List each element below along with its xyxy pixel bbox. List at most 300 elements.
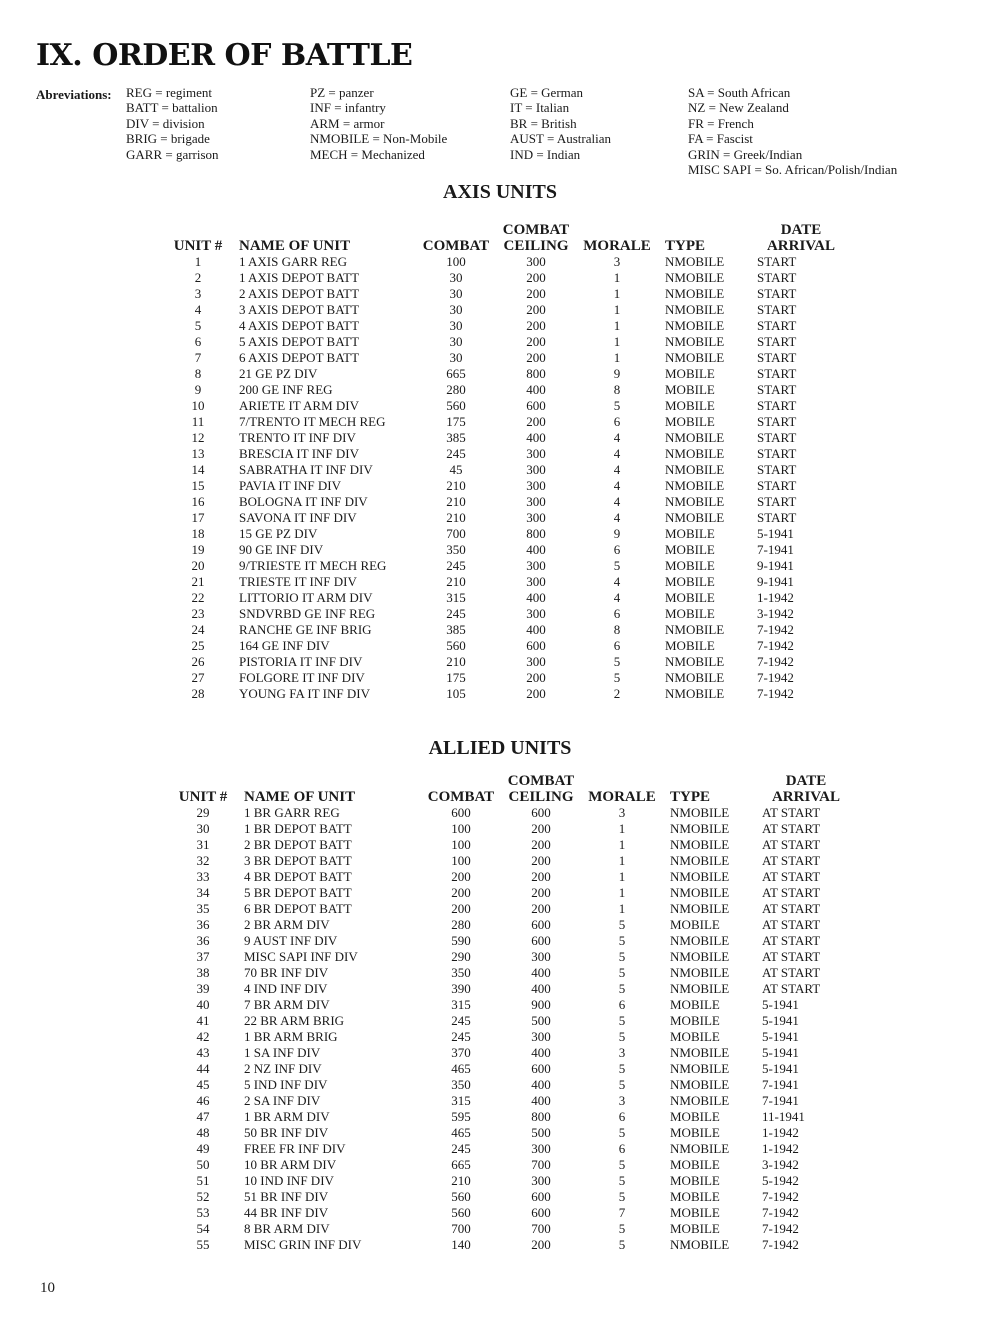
type-cell: NMOBILE — [665, 686, 725, 701]
unit-number-cell: 54 — [196, 1221, 210, 1236]
combat-ceiling-cell: 600 — [531, 805, 551, 820]
abbreviations-column — [688, 85, 897, 177]
abbreviation-entry: FA = Fascist — [688, 131, 753, 147]
type-cell: MOBILE — [665, 526, 715, 541]
unit-number-cell: 10 — [191, 398, 205, 413]
morale-cell: 5 — [618, 1221, 626, 1236]
unit-number-cell: 16 — [191, 494, 205, 509]
type-cell: NMOBILE — [665, 462, 725, 477]
combat-cell: 595 — [451, 1109, 471, 1124]
combat-ceiling-cell: 200 — [531, 885, 551, 900]
type-cell: NMOBILE — [670, 1045, 730, 1060]
type-cell: NMOBILE — [670, 965, 730, 980]
combat-ceiling-cell: 300 — [526, 574, 546, 589]
header-combat: COMBAT — [427, 789, 495, 805]
date-arrival-cell: 9-1941 — [757, 558, 794, 573]
date-arrival-cell: 7-1941 — [762, 1093, 799, 1108]
unit-name-cell: 3 BR DEPOT BATT — [244, 853, 352, 868]
date-arrival-cell: 7-1942 — [762, 1221, 799, 1236]
type-cell: NMOBILE — [670, 901, 730, 916]
date-arrival-cell: START — [757, 398, 797, 413]
unit-number-cell: 37 — [196, 949, 210, 964]
combat-cell: 385 — [446, 430, 466, 445]
unit-number-cell: 23 — [191, 606, 205, 621]
table-row — [168, 885, 850, 901]
date-arrival-cell: 7-1942 — [762, 1237, 799, 1252]
unit-name-cell: SABRATHA IT INF DIV — [239, 462, 373, 477]
unit-name-cell: MISC SAPI INF DIV — [244, 949, 358, 964]
abbreviation-entry: NMOBILE = Non-Mobile — [310, 131, 448, 147]
allied-units-title: ALLIED UNITS — [428, 737, 572, 759]
header-combat-ceiling: COMBAT CEILING — [502, 222, 570, 254]
table-row — [168, 949, 850, 965]
morale-cell: 5 — [613, 558, 621, 573]
combat-ceiling-cell: 200 — [526, 334, 546, 349]
morale-cell: 5 — [618, 1125, 626, 1140]
morale-cell: 6 — [618, 997, 626, 1012]
combat-cell: 350 — [451, 965, 471, 980]
morale-cell: 6 — [613, 414, 621, 429]
date-arrival-cell: START — [757, 318, 797, 333]
date-arrival-cell: 5-1941 — [762, 997, 799, 1012]
combat-cell: 45 — [449, 462, 463, 477]
combat-cell: 290 — [451, 949, 471, 964]
type-cell: NMOBILE — [665, 270, 725, 285]
unit-number-cell: 11 — [191, 414, 205, 429]
combat-cell: 100 — [451, 821, 471, 836]
unit-number-cell: 6 — [194, 334, 202, 349]
table-row — [163, 606, 845, 622]
combat-ceiling-cell: 400 — [526, 622, 546, 637]
unit-number-cell: 55 — [196, 1237, 210, 1252]
morale-cell: 4 — [613, 478, 621, 493]
date-arrival-cell: 7-1942 — [757, 638, 794, 653]
type-cell: NMOBILE — [670, 981, 730, 996]
table-row — [168, 1141, 850, 1157]
combat-ceiling-cell: 200 — [531, 869, 551, 884]
combat-cell: 175 — [446, 414, 466, 429]
table-header-row — [163, 222, 845, 254]
type-cell: NMOBILE — [665, 430, 725, 445]
combat-cell: 245 — [446, 446, 466, 461]
unit-number-cell: 26 — [191, 654, 205, 669]
combat-cell: 245 — [451, 1013, 471, 1028]
date-arrival-cell: AT START — [762, 981, 821, 996]
unit-number-cell: 36 — [196, 917, 210, 932]
morale-cell: 1 — [613, 302, 621, 317]
table-row — [163, 254, 845, 270]
unit-number-cell: 47 — [196, 1109, 210, 1124]
unit-name-cell: 200 GE INF REG — [239, 382, 333, 397]
axis-units-body — [163, 254, 845, 702]
morale-cell: 2 — [613, 686, 621, 701]
combat-ceiling-cell: 300 — [526, 654, 546, 669]
date-arrival-cell: 7-1942 — [757, 654, 794, 669]
date-arrival-cell: 5-1942 — [762, 1173, 799, 1188]
combat-cell: 210 — [451, 1173, 471, 1188]
morale-cell: 5 — [618, 917, 626, 932]
table-row — [163, 494, 845, 510]
date-arrival-cell: 7-1941 — [762, 1077, 799, 1092]
unit-name-cell: 9 AUST INF DIV — [244, 933, 338, 948]
date-arrival-cell: 5-1941 — [762, 1045, 799, 1060]
combat-ceiling-cell: 400 — [531, 1077, 551, 1092]
date-arrival-cell: START — [757, 334, 797, 349]
combat-ceiling-cell: 300 — [526, 494, 546, 509]
date-arrival-cell: AT START — [762, 917, 821, 932]
abbreviation-entry: BRIG = brigade — [126, 131, 210, 147]
unit-name-cell: PISTORIA IT INF DIV — [239, 654, 363, 669]
table-header-row — [168, 773, 850, 805]
morale-cell: 1 — [613, 286, 621, 301]
combat-cell: 665 — [446, 366, 466, 381]
type-cell: MOBILE — [670, 1221, 720, 1236]
table-row — [168, 1061, 850, 1077]
date-arrival-cell: 7-1942 — [762, 1205, 799, 1220]
header-combat-ceiling: COMBAT CEILING — [507, 773, 575, 805]
table-row — [163, 638, 845, 654]
table-row — [163, 302, 845, 318]
unit-number-cell: 35 — [196, 901, 210, 916]
combat-cell: 315 — [451, 1093, 471, 1108]
unit-name-cell: 51 BR INF DIV — [244, 1189, 329, 1204]
combat-cell: 105 — [446, 686, 466, 701]
combat-ceiling-cell: 300 — [531, 1141, 551, 1156]
unit-name-cell: LITTORIO IT ARM DIV — [239, 590, 373, 605]
type-cell: NMOBILE — [665, 254, 725, 269]
unit-name-cell: BRESCIA IT INF DIV — [239, 446, 360, 461]
combat-cell: 280 — [451, 917, 471, 932]
date-arrival-cell: 5-1941 — [762, 1013, 799, 1028]
table-row — [168, 1029, 850, 1045]
type-cell: MOBILE — [665, 398, 715, 413]
abbreviation-entry: FR = French — [688, 115, 754, 131]
date-arrival-cell: 5-1941 — [757, 526, 794, 541]
combat-ceiling-cell: 700 — [531, 1157, 551, 1172]
axis-units-table — [163, 222, 845, 702]
type-cell: NMOBILE — [665, 494, 725, 509]
table-row — [163, 654, 845, 670]
table-row — [168, 997, 850, 1013]
abbreviation-entry: DIV = division — [126, 115, 205, 131]
unit-name-cell: 90 GE INF DIV — [239, 542, 324, 557]
unit-name-cell: 1 BR GARR REG — [244, 805, 340, 820]
type-cell: MOBILE — [670, 1013, 720, 1028]
table-row — [168, 1157, 850, 1173]
abbreviation-entry: SA = South African — [688, 85, 791, 100]
combat-cell: 560 — [451, 1189, 471, 1204]
unit-name-cell: 2 BR ARM DIV — [244, 917, 330, 932]
header-type: TYPE — [665, 238, 706, 254]
type-cell: MOBILE — [665, 382, 715, 397]
date-arrival-cell: START — [757, 350, 797, 365]
unit-number-cell: 13 — [191, 446, 205, 461]
unit-name-cell: 6 BR DEPOT BATT — [244, 901, 352, 916]
unit-number-cell: 24 — [191, 622, 205, 637]
table-row — [168, 1221, 850, 1237]
type-cell: NMOBILE — [670, 805, 730, 820]
combat-cell: 370 — [451, 1045, 471, 1060]
unit-number-cell: 49 — [196, 1141, 210, 1156]
unit-name-cell: 10 BR ARM DIV — [244, 1157, 337, 1172]
combat-cell: 245 — [446, 558, 466, 573]
type-cell: NMOBILE — [670, 853, 730, 868]
abbreviation-entry: AUST = Australian — [510, 131, 611, 147]
combat-cell: 100 — [446, 254, 466, 269]
combat-cell: 140 — [451, 1237, 471, 1252]
combat-cell: 100 — [451, 853, 471, 868]
date-arrival-cell: 7-1942 — [757, 686, 794, 701]
table-row — [168, 933, 850, 949]
type-cell: MOBILE — [665, 414, 715, 429]
header-morale: MORALE — [588, 789, 656, 805]
morale-cell: 3 — [618, 1093, 626, 1108]
combat-ceiling-cell: 400 — [526, 590, 546, 605]
type-cell: NMOBILE — [665, 302, 725, 317]
table-row — [163, 670, 845, 686]
combat-cell: 600 — [451, 805, 471, 820]
unit-number-cell: 17 — [191, 510, 205, 525]
table-row — [168, 869, 850, 885]
unit-name-cell: 1 BR ARM BRIG — [244, 1029, 338, 1044]
date-arrival-cell: 7-1941 — [757, 542, 794, 557]
morale-cell: 5 — [618, 965, 626, 980]
type-cell: NMOBILE — [670, 837, 730, 852]
combat-ceiling-cell: 400 — [531, 1093, 551, 1108]
table-row — [163, 398, 845, 414]
table-row — [168, 917, 850, 933]
combat-ceiling-cell: 300 — [531, 1029, 551, 1044]
unit-number-cell: 18 — [191, 526, 205, 541]
abbreviations-column — [310, 85, 447, 162]
date-arrival-cell: AT START — [762, 949, 821, 964]
table-row — [168, 821, 850, 837]
type-cell: MOBILE — [665, 366, 715, 381]
morale-cell: 5 — [618, 1189, 626, 1204]
type-cell: NMOBILE — [670, 1237, 730, 1252]
type-cell: MOBILE — [670, 997, 720, 1012]
table-row — [168, 901, 850, 917]
combat-ceiling-cell: 800 — [526, 526, 546, 541]
combat-ceiling-cell: 400 — [531, 1045, 551, 1060]
unit-name-cell: 15 GE PZ DIV — [239, 526, 318, 541]
type-cell: MOBILE — [665, 542, 715, 557]
date-arrival-cell: START — [757, 478, 797, 493]
date-arrival-cell: START — [757, 302, 797, 317]
header-name: NAME OF UNIT — [239, 238, 351, 254]
unit-number-cell: 43 — [196, 1045, 210, 1060]
abbreviation-entry: INF = infantry — [310, 100, 386, 116]
table-row — [168, 1045, 850, 1061]
table-row — [163, 478, 845, 494]
morale-cell: 1 — [618, 837, 626, 852]
table-row — [163, 574, 845, 590]
unit-name-cell: 2 AXIS DEPOT BATT — [239, 286, 360, 301]
type-cell: NMOBILE — [670, 869, 730, 884]
unit-number-cell: 30 — [196, 821, 210, 836]
unit-name-cell: 44 BR INF DIV — [244, 1205, 329, 1220]
unit-number-cell: 48 — [196, 1125, 210, 1140]
date-arrival-cell: START — [757, 446, 797, 461]
type-cell: NMOBILE — [670, 933, 730, 948]
morale-cell: 5 — [618, 1061, 626, 1076]
header-unit: UNIT # — [173, 238, 223, 254]
type-cell: NMOBILE — [665, 670, 725, 685]
unit-name-cell: 164 GE INF DIV — [239, 638, 330, 653]
date-arrival-cell: AT START — [762, 837, 821, 852]
table-row — [168, 1109, 850, 1125]
morale-cell: 1 — [613, 350, 621, 365]
combat-ceiling-cell: 900 — [531, 997, 551, 1012]
type-cell: MOBILE — [670, 1173, 720, 1188]
date-arrival-cell: START — [757, 462, 797, 477]
abbreviation-entry: BATT = battalion — [126, 100, 218, 116]
unit-name-cell: 7 BR ARM DIV — [244, 997, 330, 1012]
combat-cell: 280 — [446, 382, 466, 397]
morale-cell: 5 — [613, 670, 621, 685]
unit-number-cell: 50 — [196, 1157, 210, 1172]
combat-cell: 560 — [446, 638, 466, 653]
unit-name-cell: RANCHE GE INF BRIG — [239, 622, 372, 637]
combat-cell: 560 — [446, 398, 466, 413]
combat-ceiling-cell: 200 — [526, 670, 546, 685]
date-arrival-cell: AT START — [762, 805, 821, 820]
type-cell: NMOBILE — [665, 350, 725, 365]
unit-name-cell: 5 IND INF DIV — [244, 1077, 328, 1092]
combat-cell: 200 — [451, 869, 471, 884]
morale-cell: 1 — [618, 885, 626, 900]
date-arrival-cell: START — [757, 430, 797, 445]
morale-cell: 8 — [613, 382, 621, 397]
combat-ceiling-cell: 800 — [526, 366, 546, 381]
morale-cell: 3 — [618, 805, 626, 820]
combat-ceiling-cell: 700 — [531, 1221, 551, 1236]
date-arrival-cell: AT START — [762, 965, 821, 980]
combat-cell: 245 — [451, 1141, 471, 1156]
type-cell: MOBILE — [665, 606, 715, 621]
combat-cell: 390 — [451, 981, 471, 996]
table-row — [168, 1237, 850, 1253]
unit-number-cell: 51 — [196, 1173, 210, 1188]
unit-number-cell: 3 — [194, 286, 202, 301]
date-arrival-cell: 1-1942 — [757, 590, 794, 605]
type-cell: NMOBILE — [665, 510, 725, 525]
unit-name-cell: 4 IND INF DIV — [244, 981, 328, 996]
combat-cell: 30 — [449, 302, 463, 317]
unit-name-cell: 2 SA INF DIV — [244, 1093, 321, 1108]
combat-cell: 665 — [451, 1157, 471, 1172]
unit-number-cell: 42 — [196, 1029, 210, 1044]
combat-cell: 30 — [449, 350, 463, 365]
combat-ceiling-cell: 300 — [526, 510, 546, 525]
combat-cell: 700 — [451, 1221, 471, 1236]
morale-cell: 1 — [618, 853, 626, 868]
date-arrival-cell: 7-1942 — [757, 622, 794, 637]
combat-ceiling-cell: 200 — [526, 302, 546, 317]
combat-cell: 465 — [451, 1125, 471, 1140]
unit-number-cell: 1 — [194, 254, 202, 269]
combat-ceiling-cell: 300 — [531, 949, 551, 964]
morale-cell: 6 — [613, 542, 621, 557]
unit-number-cell: 5 — [194, 318, 202, 333]
morale-cell: 5 — [618, 1013, 626, 1028]
unit-number-cell: 39 — [196, 981, 210, 996]
unit-number-cell: 19 — [191, 542, 205, 557]
date-arrival-cell: 5-1941 — [762, 1061, 799, 1076]
combat-ceiling-cell: 300 — [526, 254, 546, 269]
type-cell: MOBILE — [670, 917, 720, 932]
header-name: NAME OF UNIT — [244, 789, 356, 805]
combat-ceiling-cell: 800 — [531, 1109, 551, 1124]
date-arrival-cell: 7-1942 — [762, 1189, 799, 1204]
type-cell: MOBILE — [670, 1125, 720, 1140]
abbreviations-label: Abreviations: — [36, 87, 112, 102]
combat-ceiling-cell: 300 — [526, 446, 546, 461]
combat-cell: 315 — [446, 590, 466, 605]
morale-cell: 6 — [618, 1141, 626, 1156]
allied-units-table — [168, 773, 850, 1253]
combat-ceiling-cell: 300 — [531, 1173, 551, 1188]
type-cell: NMOBILE — [670, 1141, 730, 1156]
combat-ceiling-cell: 300 — [526, 478, 546, 493]
unit-name-cell: FOLGORE IT INF DIV — [239, 670, 365, 685]
type-cell: NMOBILE — [665, 446, 725, 461]
morale-cell: 4 — [613, 494, 621, 509]
type-cell: MOBILE — [670, 1109, 720, 1124]
date-arrival-cell: START — [757, 286, 797, 301]
morale-cell: 4 — [613, 574, 621, 589]
abbreviation-entry: REG = regiment — [126, 85, 213, 100]
combat-ceiling-cell: 500 — [531, 1125, 551, 1140]
unit-number-cell: 4 — [194, 302, 202, 317]
type-cell: NMOBILE — [665, 334, 725, 349]
unit-name-cell: BOLOGNA IT INF DIV — [239, 494, 368, 509]
unit-number-cell: 12 — [191, 430, 205, 445]
combat-cell: 30 — [449, 286, 463, 301]
unit-name-cell: 9/TRIESTE IT MECH REG — [239, 558, 387, 573]
table-row — [163, 366, 845, 382]
date-arrival-cell: 1-1942 — [762, 1125, 799, 1140]
abbreviation-entry: BR = British — [510, 115, 577, 131]
combat-ceiling-cell: 200 — [526, 270, 546, 285]
date-arrival-cell: AT START — [762, 885, 821, 900]
type-cell: NMOBILE — [665, 654, 725, 669]
morale-cell: 6 — [618, 1109, 626, 1124]
table-row — [168, 1013, 850, 1029]
unit-number-cell: 46 — [196, 1093, 210, 1108]
combat-cell: 30 — [449, 318, 463, 333]
morale-cell: 1 — [618, 821, 626, 836]
combat-ceiling-cell: 500 — [531, 1013, 551, 1028]
unit-name-cell: SAVONA IT INF DIV — [239, 510, 357, 525]
type-cell: MOBILE — [665, 638, 715, 653]
morale-cell: 3 — [613, 254, 621, 269]
type-cell: NMOBILE — [670, 1077, 730, 1092]
morale-cell: 5 — [618, 1173, 626, 1188]
combat-cell: 175 — [446, 670, 466, 685]
date-arrival-cell: 3-1942 — [757, 606, 794, 621]
combat-ceiling-cell: 200 — [526, 414, 546, 429]
table-row — [163, 526, 845, 542]
unit-number-cell: 31 — [196, 837, 210, 852]
unit-number-cell: 9 — [194, 382, 202, 397]
unit-number-cell: 40 — [196, 997, 210, 1012]
morale-cell: 1 — [618, 901, 626, 916]
morale-cell: 4 — [613, 462, 621, 477]
type-cell: MOBILE — [665, 558, 715, 573]
morale-cell: 1 — [613, 318, 621, 333]
combat-ceiling-cell: 400 — [531, 981, 551, 996]
